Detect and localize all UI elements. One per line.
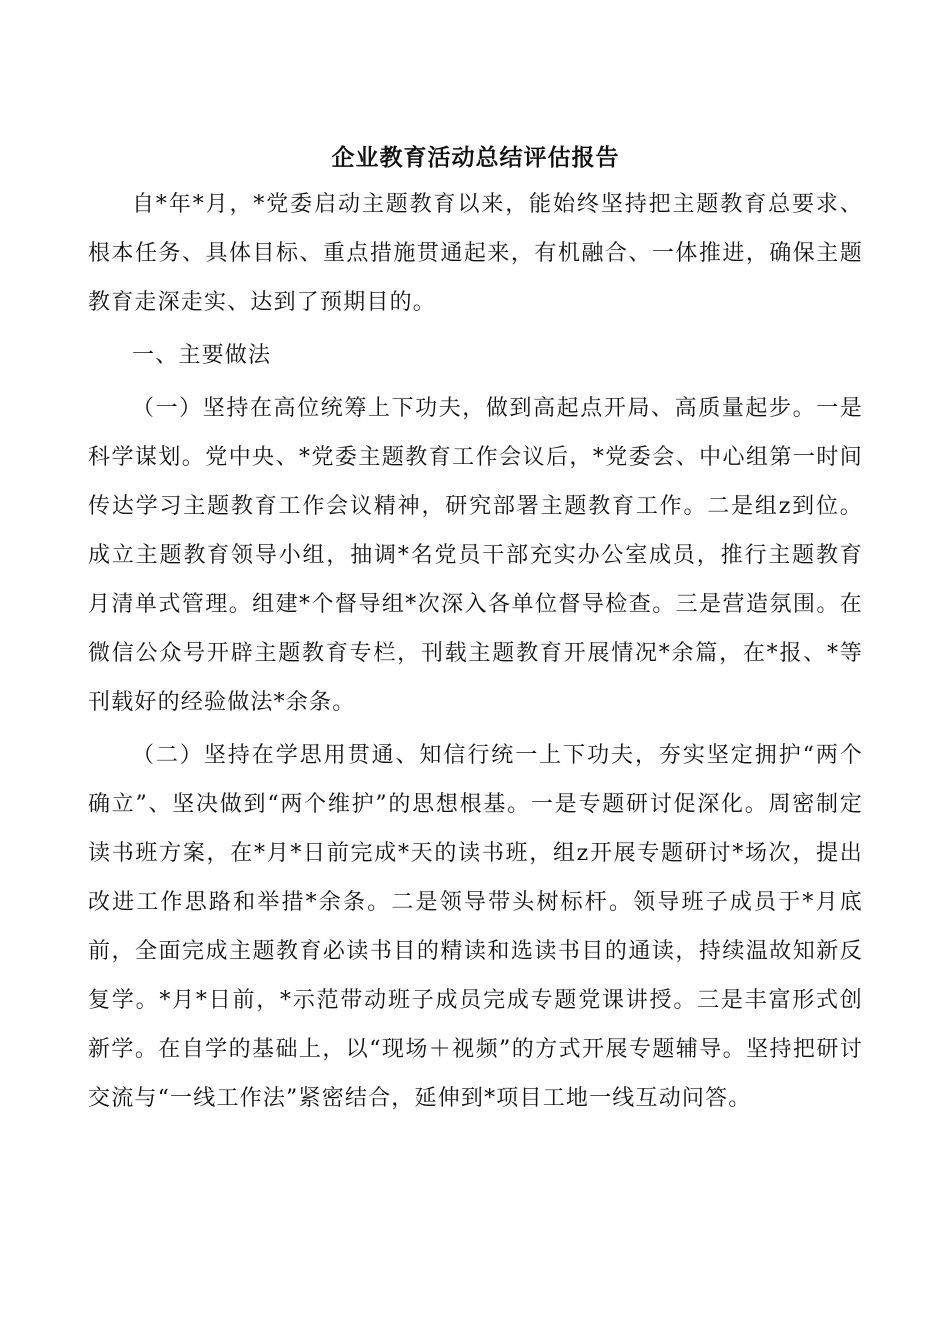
document-body	[88, 138, 863, 1127]
body-paragraph-2: （二）坚持在学思用贯通、知信行统一上下功夫，夯实坚定拥护“两个确立”、坚决做到“两个维护”的思想根基。一是专题研讨促深化。周密制定读书班方案，在*月*日前完成*天的读书班，组z开展专题研讨*场次，提出改进工作思路和举措*余条。二是领导带头树标杆。领导班子成员于*月底前，全面完成主题教育必读书目的精读和选读书目的通读，持续温故知新反复学。*月*日前，*示范带动班子成员完成专题党课讲授。三是丰富形式创新学。在自学的基础上，以“现场＋视频”的方式开展专题辅导。坚持把研讨交流与“一线工作法”紧密结合，延伸到*项目工地一线互动问答。	[88, 743, 863, 1111]
body-paragraph-1: （一）坚持在高位统筹上下功夫，做到高起点开局、高质量起步。一是科学谋划。党中央、*党委主题教育工作会议后，*党委会、中心组第一时间传达学习主题教育工作会议精神，研究部署主题教育工作。二是组z到位。成立主题教育领导小组，抽调*名党员干部充实办公室成员，推行主题教育月清单式管理。组建*个督导组*次深入各单位督导检查。三是营造氛围。在微信公众号开辟主题教育专栏，刊载主题教育开展情况*余篇，在*报、*等刊载好的经验做法*余条。	[88, 396, 863, 715]
document-title: 企业教育活动总结评估报告	[331, 144, 620, 171]
intro-paragraph: 自*年*月，*党委启动主题教育以来，能始终坚持把主题教育总要求、根本任务、具体目标、重点措施贯通起来，有机融合、一体推进，确保主题教育走深走实、达到了预期目的。	[88, 192, 863, 315]
section-heading: 一、主要做法	[132, 343, 272, 368]
